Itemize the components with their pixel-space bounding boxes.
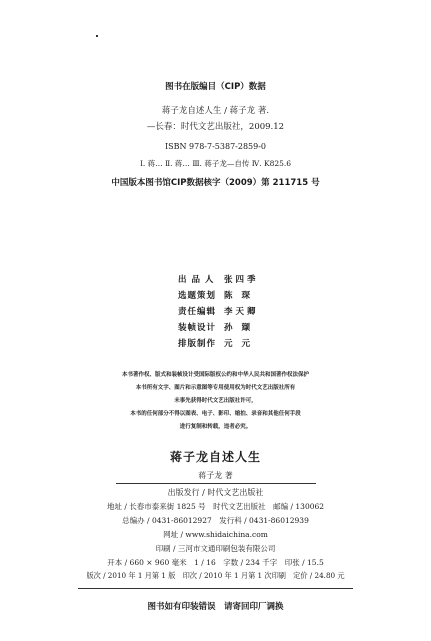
cip-record: 中国版本图书馆CIP数据核字（2009）第 211715 号 — [111, 178, 320, 188]
credit-name: 孙 颋 — [224, 323, 253, 333]
copyright-notice-line: 未事先获得时代文艺出版社许可， — [174, 398, 257, 404]
credit-row — [178, 303, 259, 319]
imprint-format: 开本 / 660 × 960 毫米 1 / 16 字数 / 234 千字 印张 / 15.5 — [107, 558, 324, 567]
imprint-website: 网址 / www.shidaichina.com — [163, 530, 268, 539]
cip-classification: Ⅰ. 蒋… Ⅱ. 蒋… Ⅲ. 蒋子龙—自传 Ⅳ. K825.6 — [139, 159, 292, 168]
book-author: 蒋子龙 著 — [198, 471, 233, 480]
book-title: 蒋子龙自述人生 — [169, 450, 261, 464]
credit-row — [178, 335, 259, 351]
credit-role: 排版制作 — [178, 339, 217, 349]
copyright-notice-line: 本书著作权、版式和装帧设计受国际版权公约和中华人民共和国著作权法保护 — [121, 372, 309, 378]
credit-name: 陈 琛 — [224, 291, 253, 301]
credit-name: 李天卿 — [224, 307, 259, 317]
scan-speck — [96, 35, 98, 37]
copyright-notice-line: 本书的任何部分不得以图表、电子、影印、缩拍、录音和其他任何手段 — [130, 411, 301, 417]
credit-name: 张四季 — [224, 275, 259, 285]
footer-notice: 图书如有印装错误 请寄回印厂调换 — [147, 602, 284, 612]
credit-name: 元 元 — [224, 339, 253, 349]
cip-heading: 图书在版编目（CIP）数据 — [165, 82, 266, 92]
credit-role: 选题策划 — [178, 291, 217, 301]
imprint-phones: 总编办 / 0431-86012927 发行科 / 0431-86012939 — [122, 516, 309, 525]
imprint-edition: 版次 / 2010 年 1 月第 1 版 印次 / 2010 年 1 月第 1 次印刷 定价 / 24.80 元 — [86, 571, 345, 580]
cip-title-line: 蒋子龙自述人生 / 蒋子龙 著. — [161, 106, 270, 116]
cip-publisher-line: —长春：时代文艺出版社，2009.12 — [146, 122, 285, 132]
cip-isbn: ISBN 978-7-5387-2859-0 — [164, 142, 267, 151]
credit-row — [178, 319, 259, 335]
credit-role: 装帧设计 — [178, 323, 217, 333]
credit-row — [178, 287, 259, 303]
credit-row — [178, 271, 259, 287]
credit-role: 责任编辑 — [178, 307, 217, 317]
copyright-notice-line: 进行复制和转载，违者必究。 — [179, 424, 252, 430]
imprint-printer: 印刷 / 三河市文通印刷包装有限公司 — [155, 544, 276, 553]
credits-block — [178, 271, 259, 351]
credit-role: 出 品 人 — [178, 275, 215, 285]
copyright-notice-line: 本书所有文字、图片和示意图等专用使用权为时代文艺出版社所有 — [135, 385, 296, 391]
imprint-address: 地址 / 长春市泰来街 1825 号 时代文艺出版社 邮编 / 130062 — [106, 502, 325, 511]
imprint-publisher: 出版发行 / 时代文艺出版社 — [167, 488, 264, 497]
imprint-top-rule — [116, 483, 316, 484]
footer-rule — [78, 588, 353, 589]
